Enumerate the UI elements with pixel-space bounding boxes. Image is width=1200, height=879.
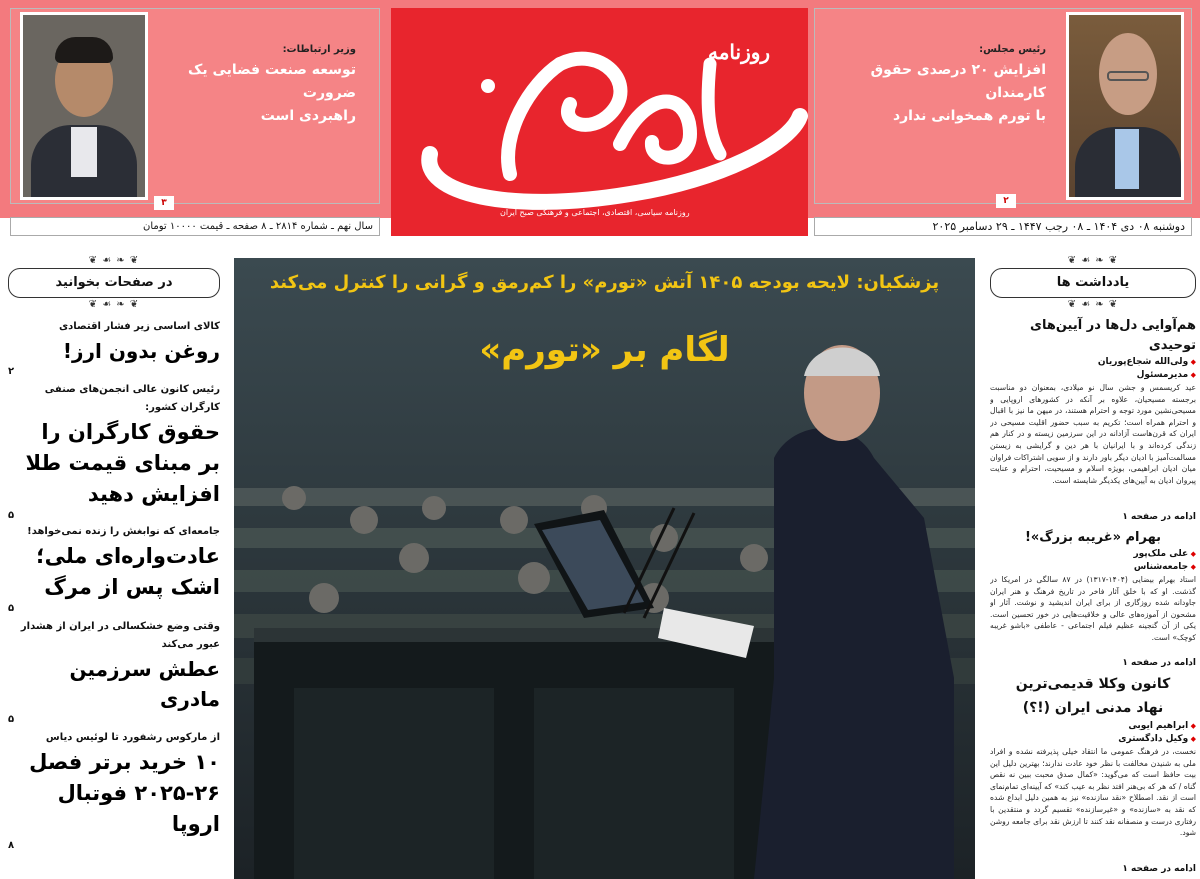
issue-info: سال نهم ـ شماره ۲۸۱۴ ـ ۸ صفحه ـ قیمت ۱۰۰۰۰ تومان bbox=[10, 217, 380, 236]
ornament-bottom: ❦ ❧ ☙ ❦ bbox=[88, 299, 140, 310]
right-teaser[interactable] bbox=[832, 44, 1046, 128]
left-item-headline: عطش سرزمین مادری bbox=[69, 657, 220, 711]
note-body: استاد بهرام بیضایی (۱۴۰۴-۱۳۱۷) در ۸۷ سالگی در امریکا در گذشت. او که با خلق آثار فاخر در تاریخ فرهنگ و هنر ایران جاودانه شده روزگاری از برای ایران اندیشید و نوشت. آثار او مشحون از آموزه‌های عالی و خلاقیت‌هایی در خور تحسین است. یکی از آن گنجینه عظیم فیلم اجتماعی - عاطفی «باشو غریبه کوچک» است. bbox=[990, 575, 1196, 642]
left-item-headline-line: ۱۰ خرید برتر فصل bbox=[29, 750, 220, 774]
left-item-headline: روغن بدون ارز! bbox=[62, 339, 220, 363]
note-article-2[interactable] bbox=[990, 528, 1196, 670]
left-item-kicker: وقتی وضع خشکسالی در ایران از هشدار عبور می‌کند bbox=[20, 621, 220, 650]
minister-portrait bbox=[20, 12, 148, 200]
note-continued: ادامه در صفحه ۱ bbox=[1122, 658, 1196, 668]
right-column-title: یادداشت ها bbox=[990, 268, 1196, 298]
logo-tagline: روزنامه سیاسی، اقتصادی، اجتماعی و فرهنگی صبح ایران bbox=[500, 208, 690, 217]
left-item-2[interactable] bbox=[8, 381, 220, 521]
right-teaser-kicker: رئیس مجلس: bbox=[979, 44, 1046, 55]
right-teaser-headline-1: افزایش ۲۰ درصدی حقوق کارمندان bbox=[870, 62, 1046, 101]
left-item-5[interactable] bbox=[8, 729, 220, 851]
left-item-kicker: رئیس کانون عالی انجمن‌های صنفی کارگران کشور: bbox=[44, 384, 220, 413]
left-item-1[interactable] bbox=[8, 318, 220, 377]
note-author-role: ◆ مدیرمسئول bbox=[990, 369, 1196, 382]
note-headline: بهرام «غریبه بزرگ»! bbox=[1024, 530, 1162, 545]
left-item-4[interactable] bbox=[8, 618, 220, 725]
left-item-page: ۵ bbox=[8, 510, 15, 521]
note-author-role: ◆ جامعه‌شناس bbox=[990, 561, 1196, 574]
issue-date: دوشنبه ۰۸ دی ۱۴۰۴ ـ ۰۸ رجب ۱۴۴۷ ـ ۲۹ دسامبر ۲۰۲۵ bbox=[814, 217, 1192, 236]
left-item-page: ۵ bbox=[8, 714, 15, 725]
left-item-kicker: کالای اساسی زیر فشار اقتصادی bbox=[58, 321, 220, 332]
left-item-page: ۵ bbox=[8, 603, 15, 614]
left-column bbox=[8, 256, 220, 879]
main-kicker: پزشکیان: لایحه بودجه ۱۴۰۵ آتش «تورم» را کم‌رمق و گرانی را کنترل می‌کند bbox=[269, 272, 940, 293]
note-headline: هم‌آوایی دل‌ها در آیین‌های توحیدی bbox=[1030, 318, 1196, 353]
right-column bbox=[990, 256, 1196, 879]
main-headline[interactable]: لگام بر «تورم» bbox=[479, 330, 730, 370]
ornament-top: ❦ ❧ ☙ ❦ bbox=[88, 255, 140, 266]
note-author: ◆ علی ملک‌پور bbox=[990, 548, 1196, 561]
note-article-3[interactable] bbox=[990, 672, 1196, 876]
left-column-title: در صفحات بخوانید bbox=[8, 268, 220, 298]
note-continued: ادامه در صفحه ۱ bbox=[1122, 864, 1196, 874]
left-item-headline-line: عادت‌واره‌ای ملی؛ bbox=[36, 544, 220, 568]
left-teaser-kicker: وزیر ارتباطات: bbox=[282, 44, 356, 55]
left-teaser-headline-1: توسعه صنعت فضایی یک ضرورت bbox=[187, 62, 356, 101]
speaker-portrait bbox=[1066, 12, 1184, 200]
note-author-role: ◆ وکیل دادگستری bbox=[990, 733, 1196, 746]
note-article-1[interactable] bbox=[990, 316, 1196, 524]
left-teaser-page-badge: ۳ bbox=[154, 196, 174, 210]
note-author: ◆ ولی‌الله شجاع‌پوریان bbox=[990, 356, 1196, 369]
left-teaser-headline-2: راهبردی است bbox=[260, 108, 356, 124]
ornament-top: ❦ ❧ ☙ ❦ bbox=[1067, 255, 1119, 266]
left-item-headline-line: اشک پس از مرگ bbox=[44, 575, 220, 599]
note-continued: ادامه در صفحه ۱ bbox=[1122, 512, 1196, 522]
left-item-page: ۲ bbox=[8, 366, 15, 377]
note-headline-line: کانون وکلا قدیمی‌ترین bbox=[1015, 676, 1171, 692]
left-item-headline-line: حقوق کارگران را bbox=[41, 420, 220, 444]
left-item-headline-line: بر مبنای قیمت طلا bbox=[25, 451, 220, 475]
note-headline-line: نهاد مدنی ایران (!؟) bbox=[1022, 700, 1164, 716]
ornament-bottom: ❦ ❧ ☙ ❦ bbox=[1067, 299, 1119, 310]
note-body: نخست، در فرهنگ عمومی ما انتقاد خیلی پذیرفته نشده و افراد ملی به شنیدن مخالفت با نظر خود عادت ندارند؛ بهترین دلیل این بیت حافظ است که می‌گوید: «کمال صدق محبت ببین نه نقص گناه / که هر که بی‌هنر افتد نظر به عیب کند» که آیینه‌ای تمام‌نمای است از نقد. اصطلاح «نقد سازنده» نیز به همین دلیل ابداع شده که نقد به «سازنده» و «غیرسازنده» تقسیم گردد و منتقدین با رفتاری درست و منصفانه نقد کنند تا ارزش نقد برای جامعه روشن شود. bbox=[990, 747, 1196, 838]
left-item-kicker: از مارکوس رشفورد تا لوئیس دیاس bbox=[45, 732, 220, 743]
logo-small-text: روزنامه bbox=[708, 40, 771, 64]
left-item-headline-line: افزایش دهید bbox=[87, 482, 220, 506]
left-item-kicker: جامعه‌ای که نوابغش را زنده نمی‌خواهد! bbox=[27, 526, 220, 537]
right-teaser-headline-2: با تورم همخوانی ندارد bbox=[892, 108, 1046, 124]
left-item-3[interactable] bbox=[8, 523, 220, 614]
left-item-headline-line: ۲۰۲۵-۲۶ فوتبال اروپا bbox=[57, 781, 220, 836]
note-body: عید کریسمس و جشن سال نو میلادی، بمعنوان دو مناسبت برجسته مسیحیان، علاوه بر آنکه در کشورهای اروپایی و مسیحی‌نشین مورد توجه و احترام هستند، در میهن ما نیز با اقبال و احترام همراه است؛ تکریم به سبب حضور اقلیت مسیحی در ایران که قرن‌هاست آزادانه در این سرزمین زیسته و در کنار هم زندگی کرده‌اند و با ایرانیان با هر دین و گرایشی به زیستن مسالمت‌آمیز با ادیان دیگر باور دارند و از سویی اشتراکات فراوان میان ادیان ابراهیمی، بویژه اسلام و مسیحیت، احترام و عنایت پیروان ادیان به آیین‌های یکدیگر شایسته است. bbox=[990, 383, 1196, 485]
note-author: ◆ ابراهیم ایوبی bbox=[990, 720, 1196, 733]
right-teaser-page-badge: ۲ bbox=[996, 194, 1016, 208]
left-teaser[interactable] bbox=[160, 44, 356, 128]
left-item-page: ۸ bbox=[8, 840, 15, 851]
